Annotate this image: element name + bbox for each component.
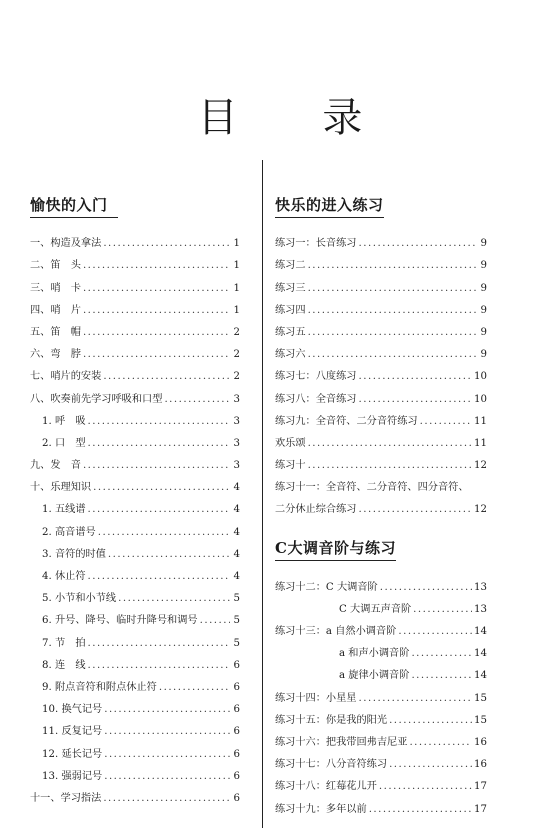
- toc-entry[interactable]: [30, 227, 240, 249]
- toc-entry[interactable]: [275, 637, 487, 659]
- toc-entry[interactable]: [30, 382, 240, 404]
- toc-page-number: 5: [233, 615, 240, 627]
- toc-entry[interactable]: [275, 271, 487, 293]
- toc-leader-dots: [104, 771, 230, 782]
- toc-page-number: 17: [474, 803, 487, 815]
- toc-entry[interactable]: [275, 659, 487, 681]
- toc-entry-label: 欢乐颂: [275, 437, 306, 449]
- toc-entry[interactable]: [30, 582, 240, 604]
- toc-entry-label: 1. 呼 吸: [42, 415, 86, 427]
- toc-entry[interactable]: [275, 316, 487, 338]
- toc-entry-label: 5. 小节和小节线: [42, 593, 117, 605]
- toc-entry-label: 练习五: [275, 326, 306, 338]
- toc-entry[interactable]: [275, 726, 487, 748]
- section-heading: 快乐的进入练习: [275, 194, 384, 218]
- toc-list: [275, 227, 487, 515]
- toc-page-number: 9: [480, 238, 487, 250]
- toc-page-number: 15: [474, 692, 487, 704]
- toc-leader-dots: [83, 305, 230, 316]
- toc-entry[interactable]: [30, 271, 240, 293]
- toc-entry-label: 3. 音符的时值: [42, 548, 106, 560]
- page-title: 目 录: [197, 95, 399, 141]
- toc-leader-dots: [103, 371, 230, 382]
- toc-page-number: 6: [233, 704, 240, 716]
- toc-entry[interactable]: [30, 737, 240, 759]
- toc-page-number: 3: [233, 437, 240, 449]
- toc-entry[interactable]: [275, 681, 487, 703]
- toc-leader-dots: [359, 394, 473, 405]
- toc-entry[interactable]: [275, 382, 487, 404]
- toc-entry-label: 练习十四：小星星: [275, 692, 357, 704]
- toc-page-number: 4: [233, 504, 240, 516]
- toc-leader-dots: [308, 283, 477, 294]
- toc-entry-label: 十、乐理知识: [30, 482, 92, 494]
- toc-leader-dots: [159, 682, 230, 693]
- toc-leader-dots: [83, 260, 230, 271]
- toc-leader-dots: [103, 238, 230, 249]
- toc-leader-dots: [409, 737, 472, 748]
- toc-entry-label: 练习九：全音符、二分音符练习: [275, 415, 418, 427]
- toc-entry[interactable]: [275, 704, 487, 726]
- toc-page-number: 11: [474, 437, 487, 449]
- toc-leader-dots: [359, 693, 473, 704]
- toc-leader-dots: [88, 660, 230, 671]
- toc-entry[interactable]: [275, 405, 487, 427]
- toc-leader-dots: [413, 604, 472, 615]
- toc-leader-dots: [104, 726, 230, 737]
- toc-leader-dots: [88, 416, 230, 427]
- toc-entry-label: 三、哨 卡: [30, 282, 81, 294]
- toc-page-number: 6: [233, 726, 240, 738]
- toc-right-column: [275, 194, 487, 815]
- toc-leader-dots: [308, 260, 477, 271]
- toc-page-number: 11: [474, 415, 487, 427]
- toc-page-number: 10: [474, 371, 487, 383]
- toc-leader-dots: [420, 416, 472, 427]
- section-heading: C大调音阶与练习: [275, 537, 396, 561]
- toc-entry-label: 7. 节 拍: [42, 637, 86, 649]
- toc-entry[interactable]: [275, 615, 487, 637]
- toc-entry[interactable]: [30, 760, 240, 782]
- toc-page-number: 3: [233, 393, 240, 405]
- toc-entry-label: 13. 强弱记号: [42, 770, 103, 782]
- toc-entry-label: 练习十一：全音符、二分音符、四分音符、: [275, 482, 469, 494]
- toc-leader-dots: [104, 704, 230, 715]
- toc-leader-dots: [308, 460, 472, 471]
- toc-entry-label: 练习一：长音练习: [275, 238, 357, 250]
- toc-entry[interactable]: [30, 515, 240, 537]
- toc-page-number: 6: [233, 748, 240, 760]
- toc-leader-dots: [379, 781, 472, 792]
- toc-leader-dots: [103, 793, 230, 804]
- toc-entry[interactable]: [30, 471, 240, 493]
- toc-page-number: 12: [474, 504, 487, 516]
- toc-page-number: 1: [233, 304, 240, 316]
- section-heading: 愉快的入门: [30, 194, 118, 218]
- toc-page-number: 1: [233, 282, 240, 294]
- toc-entry[interactable]: [275, 570, 487, 592]
- toc-page-number: 9: [480, 260, 487, 272]
- toc-entry[interactable]: [275, 227, 487, 249]
- toc-leader-dots: [108, 549, 230, 560]
- toc-entry-label: 练习十八：红莓花儿开: [275, 781, 377, 793]
- toc-page-number: 16: [474, 736, 487, 748]
- toc-leader-dots: [359, 371, 473, 382]
- toc-leader-dots: [411, 670, 472, 681]
- toc-leader-dots: [389, 715, 472, 726]
- toc-entry-label: 六、弯 脖: [30, 349, 81, 361]
- toc-entry[interactable]: [30, 249, 240, 271]
- toc-leader-dots: [411, 648, 472, 659]
- toc-entry[interactable]: [275, 360, 487, 382]
- toc-entry-label: 八、吹奏前先学习呼吸和口型: [30, 393, 163, 405]
- toc-leader-dots: [118, 593, 230, 604]
- toc-entry-label: 十一、学习指法: [30, 792, 102, 804]
- toc-leader-dots: [98, 527, 230, 538]
- toc-entry-label: 一、构造及拿法: [30, 238, 102, 250]
- toc-page-number: 14: [474, 626, 487, 637]
- toc-leader-dots: [398, 626, 472, 637]
- toc-entry-label: 练习十六：把我带回弗吉尼亚: [275, 736, 408, 748]
- toc-page-number: 12: [474, 460, 487, 472]
- toc-entry-label: 练习十七：八分音符练习: [275, 759, 388, 771]
- toc-left-column: [30, 194, 240, 804]
- toc-page-number: 14: [474, 670, 487, 682]
- toc-leader-dots: [389, 759, 472, 770]
- toc-leader-dots: [359, 504, 473, 515]
- toc-entry-label: 四、哨 片: [30, 304, 81, 316]
- toc-entry[interactable]: [275, 748, 487, 770]
- toc-entry[interactable]: [275, 471, 487, 493]
- toc-leader-dots: [83, 349, 230, 360]
- toc-entry-label: 二、笛 头: [30, 260, 81, 272]
- toc-page-number: 5: [233, 637, 240, 649]
- toc-page-number: 9: [480, 326, 487, 338]
- toc-entry[interactable]: [30, 693, 240, 715]
- toc-entry-label: C 大调五声音阶: [339, 603, 412, 615]
- toc-entry[interactable]: [275, 593, 487, 615]
- toc-entry[interactable]: [275, 338, 487, 360]
- toc-entry-label: 七、哨片的安装: [30, 371, 102, 383]
- toc-entry-label: 11. 反复记号: [42, 726, 103, 738]
- toc-entry-label: 2. 高音谱号: [42, 526, 96, 538]
- toc-page-number: 2: [233, 349, 240, 361]
- toc-page-number: 10: [474, 393, 487, 405]
- toc-entry[interactable]: [30, 715, 240, 737]
- toc-entry[interactable]: [30, 560, 240, 582]
- toc-page-number: 6: [233, 792, 240, 804]
- toc-leader-dots: [308, 438, 472, 449]
- toc-entry-label: 练习四: [275, 304, 306, 316]
- toc-page-number: 3: [233, 415, 240, 427]
- toc-list: [30, 227, 240, 804]
- toc-entry[interactable]: [275, 294, 487, 316]
- toc-leader-dots: [164, 394, 230, 405]
- toc-entry-label: 五、笛 帽: [30, 326, 81, 338]
- toc-entry-label: 练习七：八度练习: [275, 371, 357, 383]
- toc-leader-dots: [200, 615, 230, 626]
- toc-leader-dots: [308, 305, 477, 316]
- toc-entry[interactable]: [30, 649, 240, 671]
- toc-entry-label: 1. 五线谱: [42, 504, 86, 516]
- toc-leader-dots: [359, 238, 478, 249]
- toc-page-number: 1: [233, 238, 240, 250]
- toc-entry-label: 2. 口 型: [42, 437, 86, 449]
- toc-entry[interactable]: [30, 360, 240, 382]
- toc-entry[interactable]: [30, 427, 240, 449]
- toc-entry-label: 练习十五：你是我的阳光: [275, 714, 388, 726]
- column-divider: [262, 160, 263, 828]
- toc-page-number: 4: [233, 526, 240, 538]
- toc-page-number: 5: [233, 593, 240, 605]
- toc-page-number: 4: [233, 571, 240, 582]
- toc-entry[interactable]: [30, 316, 240, 338]
- toc-entry[interactable]: [30, 782, 240, 804]
- toc-page-number: 16: [474, 759, 487, 771]
- toc-page-number: 17: [474, 781, 487, 793]
- toc-entry[interactable]: [275, 792, 487, 814]
- toc-entry-label: 8. 连 线: [42, 659, 86, 671]
- toc-entry-label: 练习十二：C 大调音阶: [275, 581, 378, 593]
- toc-entry-label: 4. 休止符: [42, 571, 86, 582]
- toc-page-number: 6: [233, 681, 240, 693]
- toc-entry-label: 练习十: [275, 460, 306, 472]
- toc-page-number: 15: [474, 714, 487, 726]
- toc-entry-label: 练习八：全音练习: [275, 393, 357, 405]
- toc-entry-label: 6. 升号、降号、临时升降号和调号: [42, 615, 198, 627]
- toc-page-number: 1: [233, 260, 240, 272]
- toc-page-number: 4: [233, 482, 240, 494]
- toc-entry[interactable]: [30, 538, 240, 560]
- toc-page-number: 9: [480, 304, 487, 316]
- toc-page-number: 9: [480, 282, 487, 294]
- toc-entry-label: 二分休止综合练习: [275, 504, 357, 516]
- toc-leader-dots: [380, 582, 472, 593]
- toc-entry[interactable]: [30, 493, 240, 515]
- toc-entry[interactable]: [275, 493, 487, 515]
- toc-page-number: 6: [233, 659, 240, 671]
- toc-page-number: 3: [233, 460, 240, 472]
- toc-entry-label: 练习六: [275, 349, 306, 361]
- toc-page-number: 4: [233, 548, 240, 560]
- toc-leader-dots: [83, 283, 230, 294]
- toc-entry[interactable]: [30, 449, 240, 471]
- toc-entry[interactable]: [275, 770, 487, 792]
- toc-page-number: 6: [233, 770, 240, 782]
- toc-leader-dots: [308, 327, 477, 338]
- toc-page-number: 13: [474, 581, 487, 593]
- toc-entry[interactable]: [275, 427, 487, 449]
- toc-entry[interactable]: [275, 249, 487, 271]
- toc-page-number: 2: [233, 326, 240, 338]
- toc-leader-dots: [308, 349, 477, 360]
- toc-entry-label: 练习二: [275, 260, 306, 272]
- toc-entry-label: a 和声小调音阶: [339, 648, 410, 660]
- toc-entry-label: 10. 换气记号: [42, 704, 103, 716]
- toc-leader-dots: [93, 482, 230, 493]
- toc-page-number: 14: [474, 648, 487, 660]
- toc-leader-dots: [83, 460, 230, 471]
- toc-leader-dots: [104, 749, 230, 760]
- toc-leader-dots: [88, 571, 230, 582]
- toc-entry-label: a 旋律小调音阶: [339, 670, 410, 682]
- toc-leader-dots: [88, 504, 230, 515]
- toc-entry-label: 12. 延长记号: [42, 748, 103, 760]
- toc-leader-dots: [88, 438, 230, 449]
- toc-entry-label: 练习十三：a 自然小调音阶: [275, 626, 397, 637]
- toc-page-number: 2: [233, 371, 240, 383]
- toc-page-number: 13: [474, 603, 487, 615]
- toc-entry-label: 练习三: [275, 282, 306, 294]
- toc-entry[interactable]: [30, 405, 240, 427]
- toc-entry[interactable]: [30, 338, 240, 360]
- toc-entry[interactable]: [30, 671, 240, 693]
- toc-entry[interactable]: [275, 449, 487, 471]
- toc-entry-label: 九、发 音: [30, 460, 81, 472]
- toc-entry-label: 9. 附点音符和附点休止符: [42, 681, 157, 693]
- toc-page-number: 9: [480, 349, 487, 361]
- toc-entry-label: 练习十九：多年以前: [275, 803, 367, 815]
- toc-list: [275, 570, 487, 814]
- toc-entry[interactable]: [30, 626, 240, 648]
- toc-leader-dots: [369, 804, 472, 815]
- toc-entry[interactable]: [30, 604, 240, 626]
- toc-leader-dots: [88, 638, 230, 649]
- toc-leader-dots: [83, 327, 230, 338]
- toc-entry[interactable]: [30, 294, 240, 316]
